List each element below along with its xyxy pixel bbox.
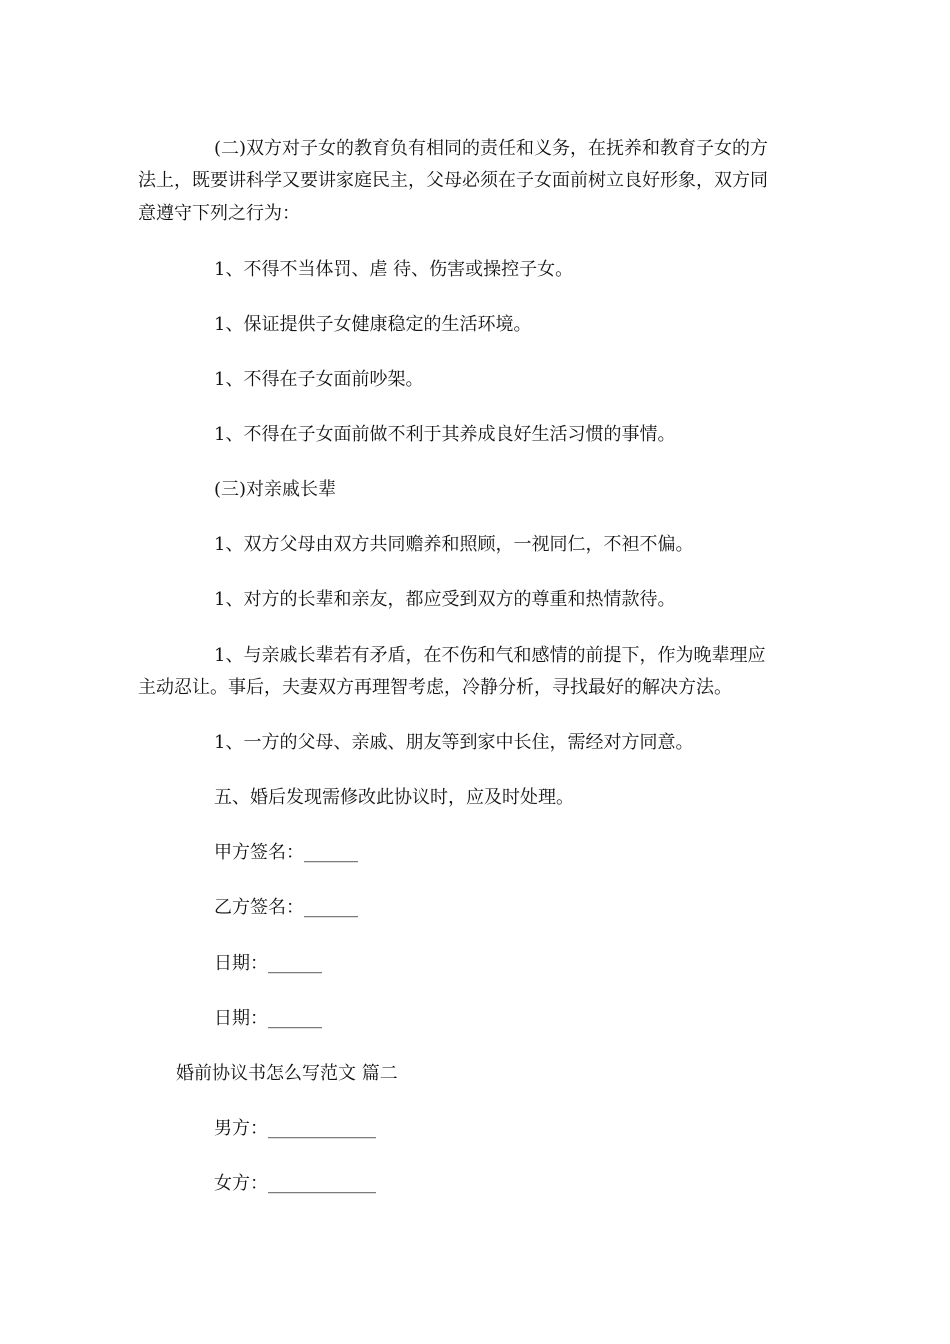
list-item: 1、保证提供子女健康稳定的生活环境。 [214,314,532,335]
text-line: (二)双方对子女的教育负有相同的责任和义务，在抚养和教育子女的方 [214,138,769,159]
date-line: 日期：______ [214,953,322,974]
female-party-field: 女方：____________ [214,1173,376,1194]
text-line: 主动忍让。事后，夫妻双方再理智考虑，冷静分析，寻找最好的解决方法。 [138,677,732,698]
text-line: 法上，既要讲科学又要讲家庭民主，父母必须在子女面前树立良好形象，双方同 [138,170,768,191]
male-party-field: 男方：____________ [214,1118,376,1139]
list-item: 1、一方的父母、亲戚、朋友等到家中长住，需经对方同意。 [214,732,694,753]
list-item: 1、不得在子女面前吵架。 [214,369,424,390]
section-heading: (三)对亲戚长辈 [214,479,337,500]
list-item: 1、与亲戚长辈若有矛盾，在不伤和气和感情的前提下，作为晚辈理应 [214,645,766,666]
list-item: 1、对方的长辈和亲友，都应受到双方的尊重和热情款待。 [214,589,676,610]
list-item: 1、双方父母由双方共同赡养和照顾，一视同仁，不袒不偏。 [214,534,694,555]
list-item: 1、不得不当体罚、虐 待、伤害或操控子女。 [214,259,574,280]
list-item: 1、不得在子女面前做不利于其养成良好生活习惯的事情。 [214,424,676,445]
signature-party-a: 甲方签名：______ [214,842,358,863]
date-line: 日期：______ [214,1008,322,1029]
article-title: 婚前协议书怎么写范文 篇二 [176,1063,398,1084]
text-line: 意遵守下列之行为： [138,203,300,224]
section-heading: 五、婚后发现需修改此协议时，应及时处理。 [214,787,574,808]
signature-party-b: 乙方签名：______ [214,897,358,918]
